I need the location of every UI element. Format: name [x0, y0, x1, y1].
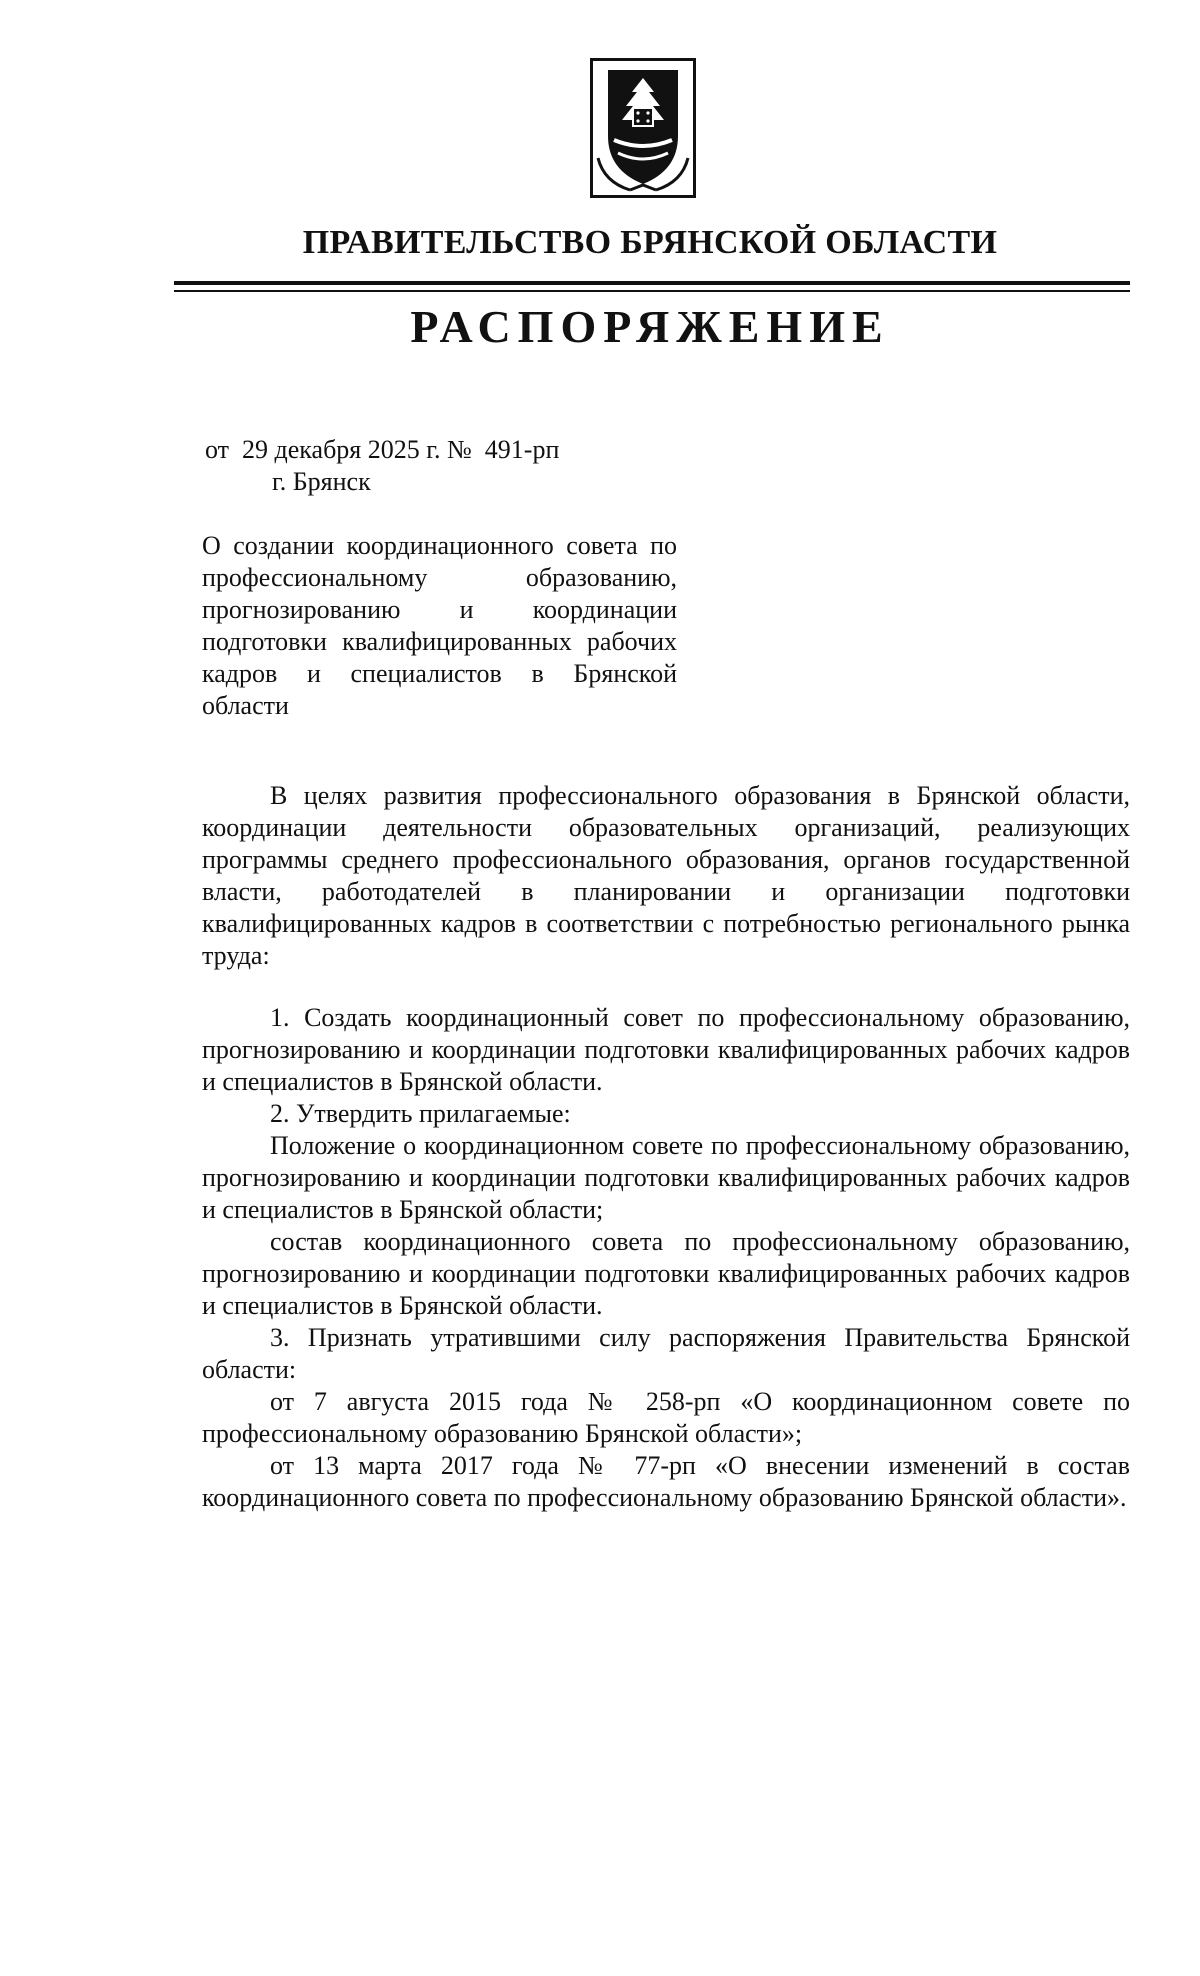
item-2-paragraph: 2. Утвердить прилагаемые: [270, 1099, 571, 1128]
document-city: г. Брянск [272, 467, 371, 496]
item-3-order-2017-paragraph: от 13 марта 2017 года № 77-рп «О внесении изменений в состав координационного совета по профессиональному образованию Брянской области». [202, 1451, 1130, 1512]
coat-of-arms-icon [590, 58, 696, 198]
document-type-title: РАСПОРЯЖЕНИЕ [410, 301, 890, 352]
document-body [202, 780, 1130, 1514]
preamble-paragraph: В целях развития профессионального образования в Брянской области, координации деятельности образовательных организаций, реализующих программы среднего профессионального образования, органов государственной власти, работодателей в планировании и организации подготовки квалифицированных кадров в соответствии с потребностью регионального рынка труда: [202, 781, 1130, 970]
organization-title: ПРАВИТЕЛЬСТВО БРЯНСКОЙ ОБЛАСТИ [302, 224, 998, 261]
header-divider-thick [174, 281, 1130, 285]
item-3-paragraph: 3. Признать утратившими силу распоряжения Правительства Брянской области: [202, 1323, 1130, 1384]
item-1-paragraph: 1. Создать координационный совет по профессиональному образованию, прогнозированию и координации подготовки квалифицированных рабочих кадров и специалистов в Брянской области. [202, 1003, 1130, 1096]
document-subject: О создании координационного совета по профессиональному образованию, прогнозированию и координации подготовки квалифицированных рабочих кадров и специалистов в Брянской области [202, 531, 677, 720]
header-divider-thin [174, 290, 1130, 292]
document-date-number: от 29 декабря 2025 г. № 491-рп [205, 435, 560, 464]
item-2-composition-paragraph: состав координационного совета по профессиональному образованию, прогнозированию и координации подготовки квалифицированных рабочих кадров и специалистов в Брянской области. [202, 1227, 1130, 1320]
item-2-regulation-paragraph: Положение о координационном совете по профессиональному образованию, прогнозированию и координации подготовки квалифицированных рабочих кадров и специалистов в Брянской области; [202, 1131, 1130, 1224]
item-3-order-2015-paragraph: от 7 августа 2015 года № 258-рп «О координационном совете по профессиональному образованию Брянской области»; [202, 1387, 1130, 1448]
